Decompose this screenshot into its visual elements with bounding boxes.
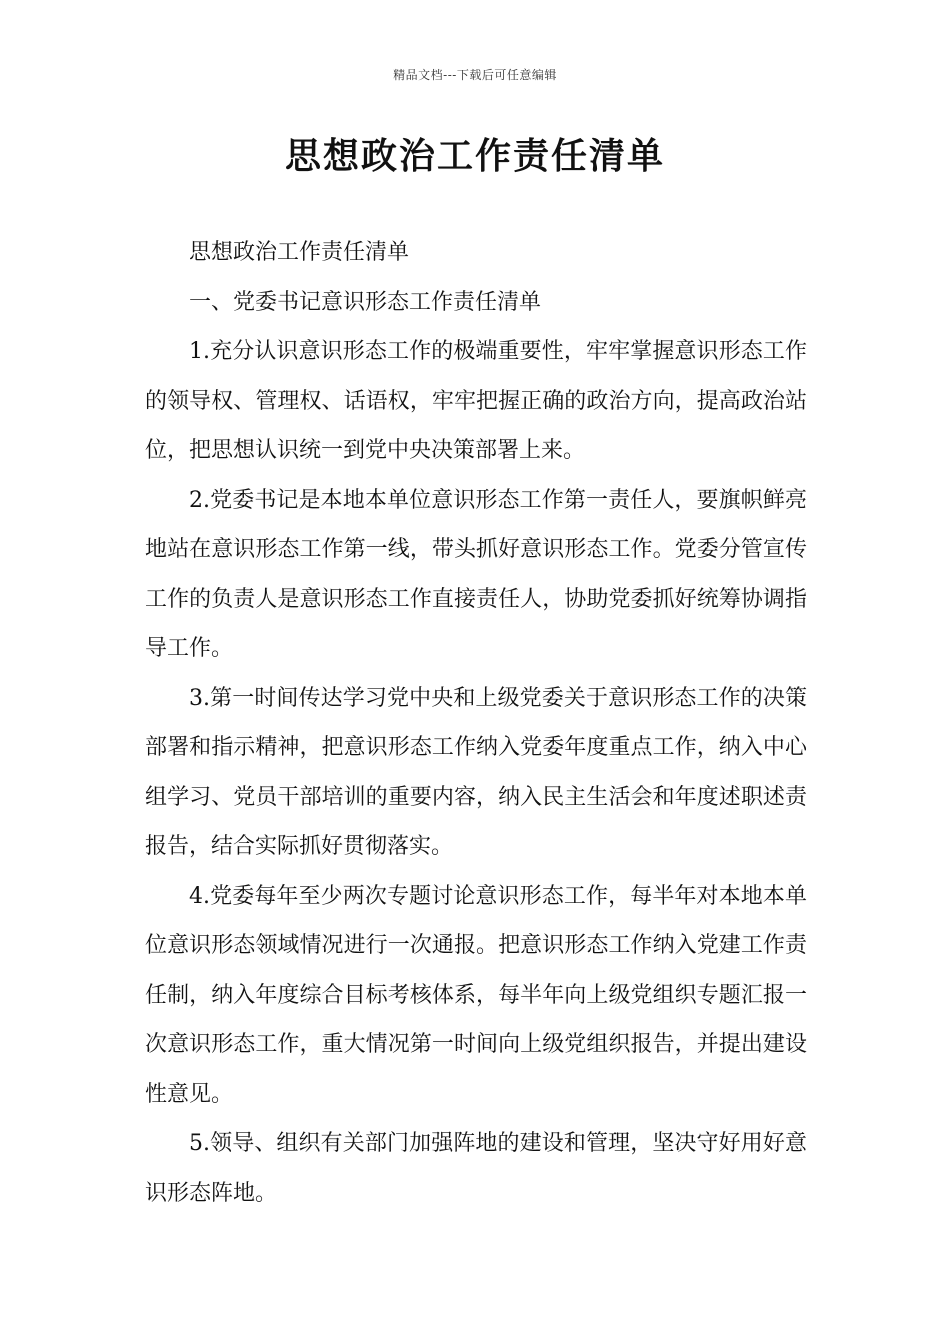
- paragraph-item-5: 5.领导、组织有关部门加强阵地的建设和管理，坚决守好用好意识形态阵地。: [145, 1131, 807, 1206]
- paragraph-item-4: 4.党委每年至少两次专题讨论意识形态工作，每半年对本地本单位意识形态领域情况进行一次通报。把意识形态工作纳入党建工作责任制，纳入年度综合目标考核体系，每半年向上级党组织专题汇报一次意识形态工作，重大情况第一时间向上级党组织报告，并提出建设性意见。: [145, 883, 807, 1107]
- paragraph-section-heading: 一、党委书记意识形态工作责任清单: [189, 289, 542, 315]
- page-title: 思想政治工作责任清单: [284, 135, 665, 177]
- paragraph-subtitle: 思想政治工作责任清单: [189, 240, 410, 265]
- paragraph-item-2: 2.党委书记是本地本单位意识形态工作第一责任人，要旗帜鲜亮地站在意识形态工作第一线，带头抓好意识形态工作。党委分管宣传工作的负责人是意识形态工作直接责任人，协助党委抓好统筹协调指导工作。: [145, 487, 807, 661]
- document-body: [145, 228, 807, 1218]
- paragraph-item-3: 3.第一时间传达学习党中央和上级党委关于意识形态工作的决策部署和指示精神，把意识形态工作纳入党委年度重点工作，纳入中心组学习、党员干部培训的重要内容，纳入民主生活会和年度述职述责报告，结合实际抓好贯彻落实。: [145, 685, 807, 859]
- paragraph-item-1: 1.充分认识意识形态工作的极端重要性，牢牢掌握意识形态工作的领导权、管理权、话语权，牢牢把握正确的政治方向，提高政治站位，把思想认识统一到党中央决策部署上来。: [145, 339, 807, 463]
- header-note: 精品文档---下载后可任意编辑: [393, 68, 557, 82]
